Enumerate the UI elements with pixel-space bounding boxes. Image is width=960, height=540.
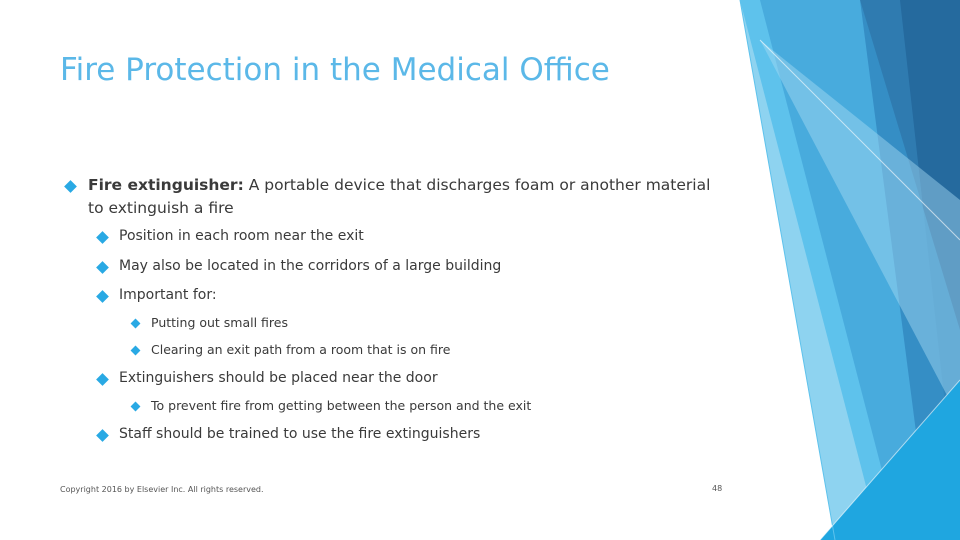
sub-bullet-training: Staff should be trained to use the fire extinguishers <box>119 426 481 442</box>
slide-title: Fire Protection in the Medical Office <box>60 52 610 88</box>
sub-sub-bullet-prevent-fire: To prevent fire from getting between the person and the exit <box>151 398 532 413</box>
main-bullet-definition-line2: to extinguish a fire <box>88 199 234 217</box>
sub-bullet-corridors: May also be located in the corridors of a large building <box>119 258 502 274</box>
sub-sub-bullet-small-fires: Putting out small fires <box>151 315 288 330</box>
main-bullet-term: Fire extinguisher: <box>88 176 244 194</box>
main-bullet <box>88 174 710 220</box>
copyright-footer: Copyright 2016 by Elsevier Inc. All rights reserved. <box>60 485 264 494</box>
sub-bullet-position: Position in each room near the exit <box>119 228 364 244</box>
sub-bullet-placement: Extinguishers should be placed near the door <box>119 370 438 386</box>
sub-sub-bullet-exit-path: Clearing an exit path from a room that is on fire <box>151 342 451 357</box>
main-bullet-definition-line1: A portable device that discharges foam or another material <box>243 176 711 194</box>
sub-bullet-important: Important for: <box>119 287 217 303</box>
page-number: 48 <box>712 484 723 493</box>
